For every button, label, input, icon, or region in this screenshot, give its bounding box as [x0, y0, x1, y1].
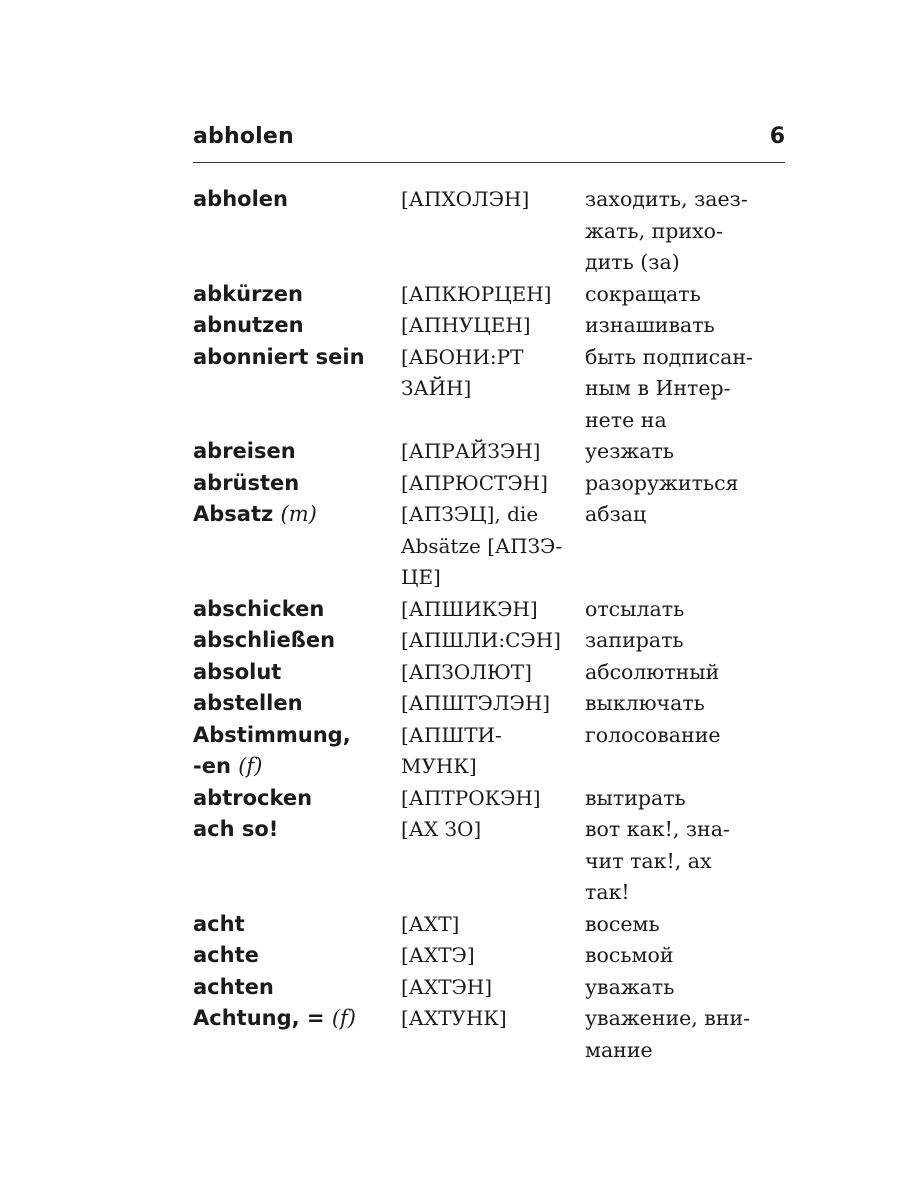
headword-text: abkürzen: [193, 281, 303, 306]
pronunciation: [АПШИКЭН]: [401, 596, 538, 621]
pronunciation: [АПРАЙЗЭН]: [401, 439, 541, 463]
dictionary-entry: [193, 499, 793, 594]
headword: [193, 184, 401, 279]
dictionary-entry: [193, 625, 793, 657]
headword: [193, 783, 401, 815]
dictionary-entry: [193, 688, 793, 720]
translation: вытирать: [585, 785, 686, 810]
dictionary-entry: [193, 720, 793, 783]
headword-text: abrüsten: [193, 470, 300, 495]
headword-text: abschicken: [193, 596, 325, 621]
translation: заходить, заез- жать, прихо- дить (за): [585, 187, 748, 274]
headword: [193, 1003, 401, 1066]
headword: [193, 594, 401, 626]
headword: [193, 720, 401, 783]
translation: изнашивать: [585, 313, 715, 337]
page-header: [193, 120, 785, 163]
translation: абсолютный: [585, 659, 720, 684]
headword: [193, 499, 401, 594]
translation: восьмой: [585, 943, 674, 967]
pronunciation: [АПХОЛЭН]: [401, 187, 530, 211]
headword-text: ach so!: [193, 817, 279, 841]
dictionary-entry: [193, 814, 793, 909]
pronunciation: [АХТЭН]: [401, 974, 493, 999]
grammar-note: (f): [238, 754, 263, 778]
headword: [193, 342, 401, 437]
pronunciation: [АБОНИ:РТ ЗАЙН]: [401, 344, 524, 400]
translation: уважение, вни- мание: [585, 1006, 751, 1062]
translation: уважать: [585, 974, 675, 999]
pronunciation: [АПРЮСТЭН]: [401, 470, 548, 495]
headword-text: Achtung, =: [193, 1006, 332, 1030]
translation: восемь: [585, 911, 660, 936]
headword: [193, 436, 401, 468]
translation: разоружиться: [585, 470, 739, 495]
headword-text: achte: [193, 943, 259, 967]
pronunciation: [АПШТЭЛЭН]: [401, 691, 551, 715]
dictionary-entries: [193, 184, 793, 1066]
headword: [193, 279, 401, 311]
headword-text: Absatz: [193, 502, 281, 526]
dictionary-entry: [193, 972, 793, 1004]
pronunciation: [АПЗЭЦ], die Absätze [АПЗЭ- ЦЕ]: [401, 502, 563, 589]
pronunciation: [АХ ЗО]: [401, 817, 482, 841]
dictionary-entry: [193, 940, 793, 972]
dictionary-entry: [193, 594, 793, 626]
dictionary-entry: [193, 1003, 793, 1066]
headword: [193, 909, 401, 941]
pronunciation: [АПНУЦЕН]: [401, 313, 531, 337]
pronunciation: [АПТРОКЭН]: [401, 785, 541, 810]
translation: запирать: [585, 628, 684, 652]
headword: [193, 657, 401, 689]
dictionary-entry: [193, 468, 793, 500]
headword-text: abtrocken: [193, 785, 313, 810]
dictionary-entry: [193, 279, 793, 311]
translation: отсылать: [585, 596, 685, 621]
headword-text: abholen: [193, 187, 288, 211]
grammar-note: (f): [331, 1006, 356, 1030]
pronunciation: [АПКЮРЦЕН]: [401, 281, 552, 306]
headword: [193, 972, 401, 1004]
pronunciation: [АХТУНК]: [401, 1006, 507, 1030]
dictionary-entry: [193, 909, 793, 941]
headword: [193, 468, 401, 500]
translation: выключать: [585, 691, 705, 715]
headword-text: abonniert sein: [193, 344, 365, 369]
translation: уезжать: [585, 439, 674, 463]
headword-text: absolut: [193, 659, 282, 684]
headword: [193, 688, 401, 720]
dictionary-entry: [193, 342, 793, 437]
translation: голосование: [585, 722, 721, 747]
headword-text: abreisen: [193, 439, 296, 463]
headword: [193, 310, 401, 342]
translation: вот как!, зна- чит так!, ах так!: [585, 817, 730, 904]
running-head: abholen: [193, 124, 294, 149]
headword-text: Abstimmung, -en: [193, 722, 351, 778]
dictionary-entry: [193, 436, 793, 468]
pronunciation: [АХТ]: [401, 911, 460, 936]
headword-text: abstellen: [193, 691, 303, 715]
headword-text: achten: [193, 974, 274, 999]
pronunciation: [АХТЭ]: [401, 943, 475, 967]
pronunciation: [АПШТИ- МУНК]: [401, 722, 502, 778]
dictionary-entry: [193, 783, 793, 815]
headword-text: acht: [193, 911, 245, 936]
headword-text: abschließen: [193, 628, 336, 652]
headword-text: abnutzen: [193, 313, 304, 337]
headword: [193, 814, 401, 909]
dictionary-entry: [193, 184, 793, 279]
headword: [193, 940, 401, 972]
page-number: 6: [769, 124, 785, 149]
translation: абзац: [585, 502, 647, 526]
headword: [193, 625, 401, 657]
translation: сокращать: [585, 281, 701, 306]
pronunciation: [АПЗОЛЮТ]: [401, 659, 532, 684]
grammar-note: (m): [280, 502, 317, 526]
translation: быть подписан- ным в Интер- нете на: [585, 344, 753, 432]
dictionary-entry: [193, 310, 793, 342]
dictionary-entry: [193, 657, 793, 689]
pronunciation: [АПШЛИ:СЭН]: [401, 628, 561, 652]
